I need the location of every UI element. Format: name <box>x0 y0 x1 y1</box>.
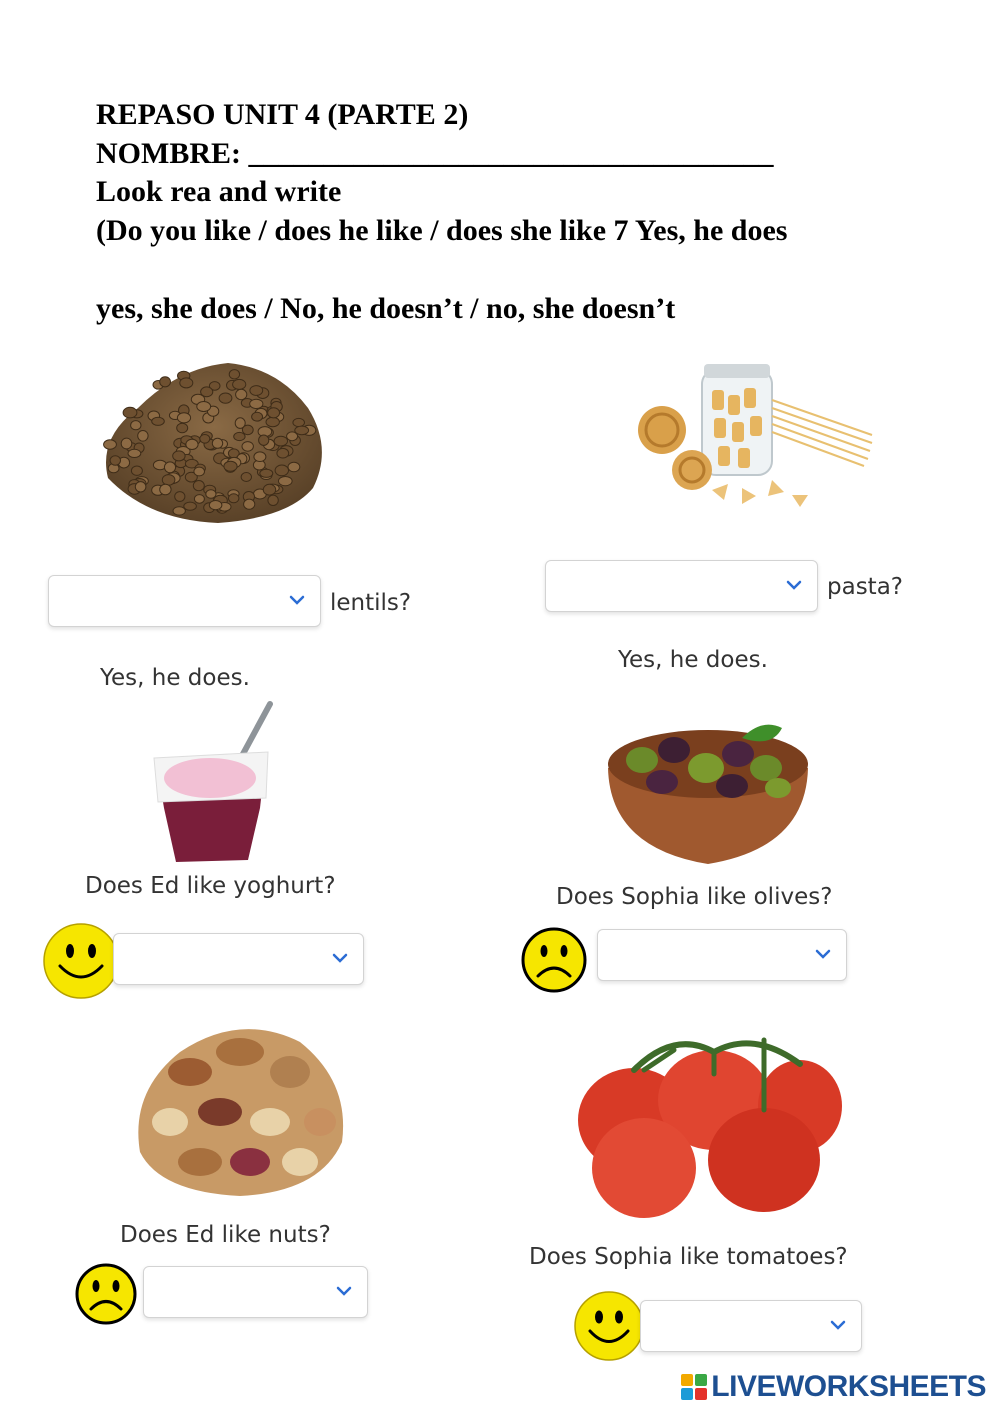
instruction-text: Look rea and write <box>96 175 342 208</box>
name-label: NOMBRE: ___________________________________ <box>96 137 774 170</box>
lentils-image <box>88 348 333 530</box>
olives-question: Does Sophia like olives? <box>556 884 833 910</box>
yoghurt-image <box>150 698 275 866</box>
chevron-down-icon <box>829 1318 847 1332</box>
pasta-answer-dropdown[interactable] <box>545 560 818 612</box>
nuts-answer-dropdown[interactable] <box>143 1266 368 1318</box>
nuts-question: Does Ed like nuts? <box>120 1222 331 1248</box>
tomatoes-question: Does Sophia like tomatoes? <box>529 1244 848 1270</box>
nuts-image <box>130 1012 352 1200</box>
tomatoes-image <box>574 1030 846 1222</box>
yoghurt-answer-dropdown[interactable] <box>113 933 364 985</box>
yoghurt-question: Does Ed like yoghurt? <box>85 873 336 899</box>
lentils-answer-text: Yes, he does. <box>100 665 250 691</box>
lentils-answer-dropdown[interactable] <box>48 575 321 627</box>
chevron-down-icon <box>288 593 306 607</box>
chevron-down-icon <box>814 947 832 961</box>
chevron-down-icon <box>335 1284 353 1298</box>
brand-name: LIVEWORKSHEETS <box>711 1370 986 1403</box>
olives-answer-dropdown[interactable] <box>597 929 847 981</box>
lentils-question-suffix: lentils? <box>330 590 412 616</box>
sad-face-icon <box>74 1262 138 1326</box>
liveworksheets-logo <box>681 1370 986 1404</box>
sad-face-icon <box>520 926 588 994</box>
chevron-down-icon <box>785 578 803 592</box>
liveworksheets-logo-icon <box>681 1374 707 1400</box>
worksheet-title: REPASO UNIT 4 (PARTE 2) <box>96 98 469 131</box>
smiley-face-icon <box>573 1290 645 1362</box>
pasta-question-suffix: pasta? <box>827 574 903 600</box>
options-line-2: yes, she does / No, he doesn’t / no, she doesn’t <box>96 292 676 325</box>
tomatoes-answer-dropdown[interactable] <box>640 1300 862 1352</box>
olives-image <box>602 698 814 868</box>
options-line-1: (Do you like / does he like / does she like 7 Yes, he does <box>96 214 788 247</box>
chevron-down-icon <box>331 951 349 965</box>
pasta-answer-text: Yes, he does. <box>618 647 768 673</box>
pasta-image <box>632 360 877 518</box>
smiley-face-icon <box>42 922 120 1000</box>
